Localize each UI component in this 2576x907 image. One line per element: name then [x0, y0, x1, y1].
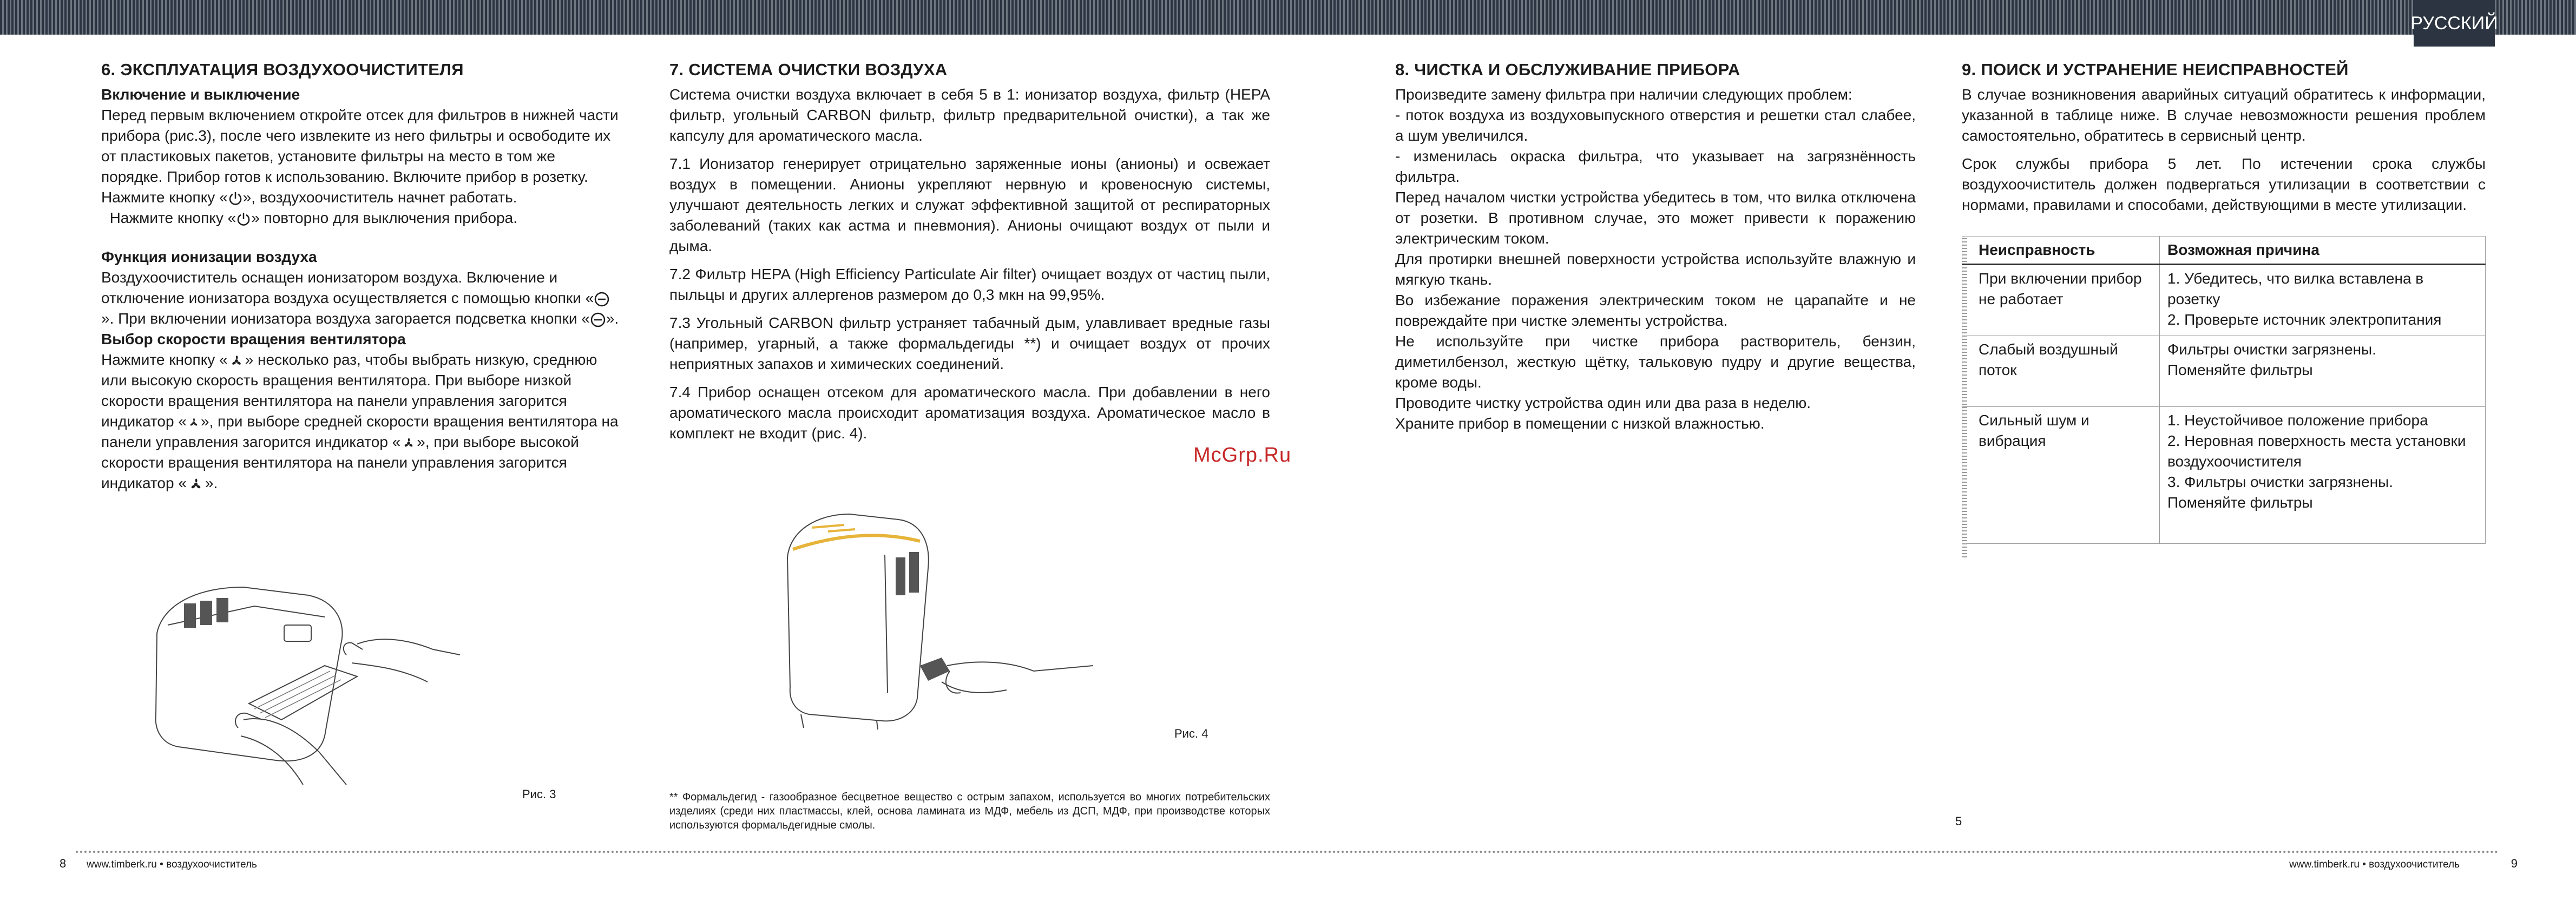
language-tab: РУССКИЙ — [2414, 0, 2495, 47]
section-troubleshooting — [1962, 60, 2486, 215]
fan-speed-icon — [228, 353, 245, 369]
footer-divider — [76, 851, 2500, 853]
paragraph-service-life: Срок службы прибора 5 лет. По истечении срока службы воздухоочиститель должен подвергаться утилизации в соответствии с нормами, правилами и способами, действующими в месте утилизации. — [1962, 155, 2486, 213]
header-stripe — [0, 0, 2576, 35]
section-cleaning — [1395, 60, 1916, 434]
figure-3-caption: Рис. 3 — [522, 787, 556, 801]
watermark: McGrp.Ru — [1193, 444, 1292, 466]
footnote-formaldehyde: ** Формальдегид - газообразное бесцветное вещество с острым запахом, используется во многих потребительских изделиях (среди них пластмассы, клей, основа ламината из МДФ, мебель из ДСП, МДФ, при производстве которых используются формальдегидные смолы. — [669, 791, 1270, 831]
paragraph-hepa: 7.2 Фильтр HEPA (High Efficiency Particulate Air filter) очищает воздух от частиц пыли, пыльцы и других аллергенов размером до 0,3 мкн на 99,95%. — [669, 266, 1270, 303]
footer-text-left: www.timberk.ru • воздухоочиститель — [87, 859, 257, 870]
section-heading: 8. ЧИСТКА И ОБСЛУЖИВАНИЕ ПРИБОРА — [1395, 60, 1740, 79]
page-number-inner: 5 — [1955, 814, 1962, 828]
figure-3-filter-removal — [146, 574, 465, 785]
subheading-ionizer: Функция ионизации воздуха — [101, 248, 317, 265]
fan-speed-icon — [187, 416, 201, 430]
section-operation — [101, 60, 621, 494]
table-cell-cause: 1. Неустойчивое положение прибора 2. Неровная поверхность места установки воздухоочистителя 3. Фильтры очистки загрязнены. Поменяйте фильтры — [2160, 407, 2486, 544]
paragraph-ionizer: Воздухоочиститель оснащен ионизатором воздуха. Включение и отключение ионизатора воздуха осуществляется с помощью кнопки «». При включении ионизатора воздуха загорается подсветка кнопки « ». — [101, 269, 619, 327]
troubleshooting-table — [1962, 236, 2486, 544]
paragraph-emergency: В случае возникновения аварийных ситуаций обратитесь к информации, указанной в таблице ниже. В случае невозможности решения проблем самостоятельно, обратитесь в сервисный центр. — [1962, 86, 2486, 144]
table-row — [1962, 265, 2486, 336]
cleaning-line: Перед началом чистки устройства убедитесь в том, что вилка отключена от розетки. В противном случае, это может привести к поражению электрическим током. — [1395, 189, 1916, 247]
paragraph-carbon: 7.3 Угольный CARBON фильтр устраняет табачный дым, улавливает вредные газы (например, угарный, а также формальдегиды **) и очищает воздух от прочих неприятных запахов и химических соединений. — [669, 314, 1270, 372]
cleaning-line: Не используйте при чистке прибора растворитель, бензин, диметилбензол, жесткую щётку, тальковую пудру и другие вещества, кроме воды. — [1395, 333, 1916, 391]
page-number-left: 8 — [60, 857, 67, 870]
power-icon — [228, 191, 243, 206]
cleaning-line: Храните прибор в помещении с низкой влажностью. — [1395, 415, 1765, 432]
cleaning-line: Во избежание поражения электрическим током не царапайте и не повреждайте при чистке элементы устройства. — [1395, 292, 1916, 329]
subheading-power: Включение и выключение — [101, 86, 300, 103]
table-cell-cause: 1. Убедитесь, что вилка вставлена в розетку 2. Проверьте источник электропитания — [2160, 265, 2486, 336]
table-row — [1962, 336, 2486, 407]
ionizer-icon — [590, 312, 606, 328]
footer-text-right: www.timberk.ru • воздухоочиститель — [2289, 859, 2460, 870]
power-icon — [236, 212, 251, 227]
paragraph-power: Перед первым включением откройте отсек для фильтров в нижней части прибора (рис.3), после чего извлеките из него фильтры и освободите их от пластиковых пакетов, установите фильтры на место в том же порядке. Прибор готов к использованию. Включите прибор в розетку. Нажмите кнопку « », воздухоочиститель начнет работать. Нажмите кнопку « » повторно для выключения прибора. — [101, 107, 619, 226]
section-air-purification — [669, 60, 1270, 444]
table-cell-fault: Слабый воздушный поток — [1962, 336, 2160, 407]
cleaning-line: Проводите чистку устройства один или два раза в неделю. — [1395, 395, 1811, 411]
paragraph-fan-speed: Нажмите кнопку « » несколько раз, чтобы выбрать низкую, среднюю или высокую скорость вращения вентилятора. При выборе низкой скорости вращения вентилятора на панели управления загорится индикатор « », при выборе средней скорости вращения вентилятора на панели управления загорится индикатор « », при выборе высокой скорости вращения вентилятора на панели управления загорится индикатор « ». — [101, 350, 621, 494]
cleaning-line: - изменилась окраска фильтра, что указывает на загрязнённость фильтра. — [1395, 148, 1916, 185]
figure-4-aroma-capsule — [779, 509, 1093, 731]
paragraph-intro: Система очистки воздуха включает в себя 5 в 1: ионизатор воздуха, фильтр (HEPA фильтр, угольный CARBON фильтр, фильтр предварительной очистки), а так же капсулу для ароматического масла. — [669, 86, 1270, 144]
page-number-right: 9 — [2511, 857, 2518, 870]
table-header-row — [1962, 236, 2486, 265]
section-heading: 7. СИСТЕМА ОЧИСТКИ ВОЗДУХА — [669, 60, 948, 79]
paragraph-ionizer: 7.1 Ионизатор генерирует отрицательно заряженные ионы (анионы) и освежает воздух в помещении. Анионы укрепляют нервную и кровеносную системы, улучшают деятельность легких и служат эффективной защитой от респираторных заболеваний (таких как астма и пневмония). Анионы очищают воздух от пыли и дыма. — [669, 155, 1270, 254]
subheading-fan-speed: Выбор скорости вращения вентилятора — [101, 331, 406, 347]
cleaning-line: Произведите замену фильтра при наличии следующих проблем: — [1395, 86, 1852, 103]
table-cell-cause: Фильтры очистки загрязнены. Поменяйте фильтры — [2160, 336, 2486, 407]
table-cell-fault: Сильный шум и вибрация — [1962, 407, 2160, 544]
fan-speed-icon — [400, 436, 417, 451]
cleaning-line: Для протирки внешней поверхности устройства используйте влажную и мягкую ткань. — [1395, 251, 1916, 288]
table-header-fault: Неисправность — [1962, 236, 2160, 265]
section-heading: 6. ЭКСПЛУАТАЦИЯ ВОЗДУХООЧИСТИТЕЛЯ — [101, 60, 464, 79]
ionizer-icon — [594, 291, 610, 307]
table-row — [1962, 407, 2486, 544]
cleaning-line: - поток воздуха из воздуховыпускного отверстия и решетки стал слабее, а шум увеличился. — [1395, 107, 1916, 144]
fan-speed-icon — [187, 476, 205, 493]
section-heading: 9. ПОИСК И УСТРАНЕНИЕ НЕИСПРАВНОСТЕЙ — [1962, 60, 2349, 79]
table-cell-fault: При включении прибор не работает — [1962, 265, 2160, 336]
figure-4-caption: Рис. 4 — [1174, 727, 1208, 740]
table-header-cause: Возможная причина — [2160, 236, 2486, 265]
paragraph-aroma: 7.4 Прибор оснащен отсеком для ароматического масла. При добавлении в него ароматического масла происходит ароматизация воздуха. Ароматическое масло в комплект не входит (рис. 4). — [669, 384, 1270, 442]
